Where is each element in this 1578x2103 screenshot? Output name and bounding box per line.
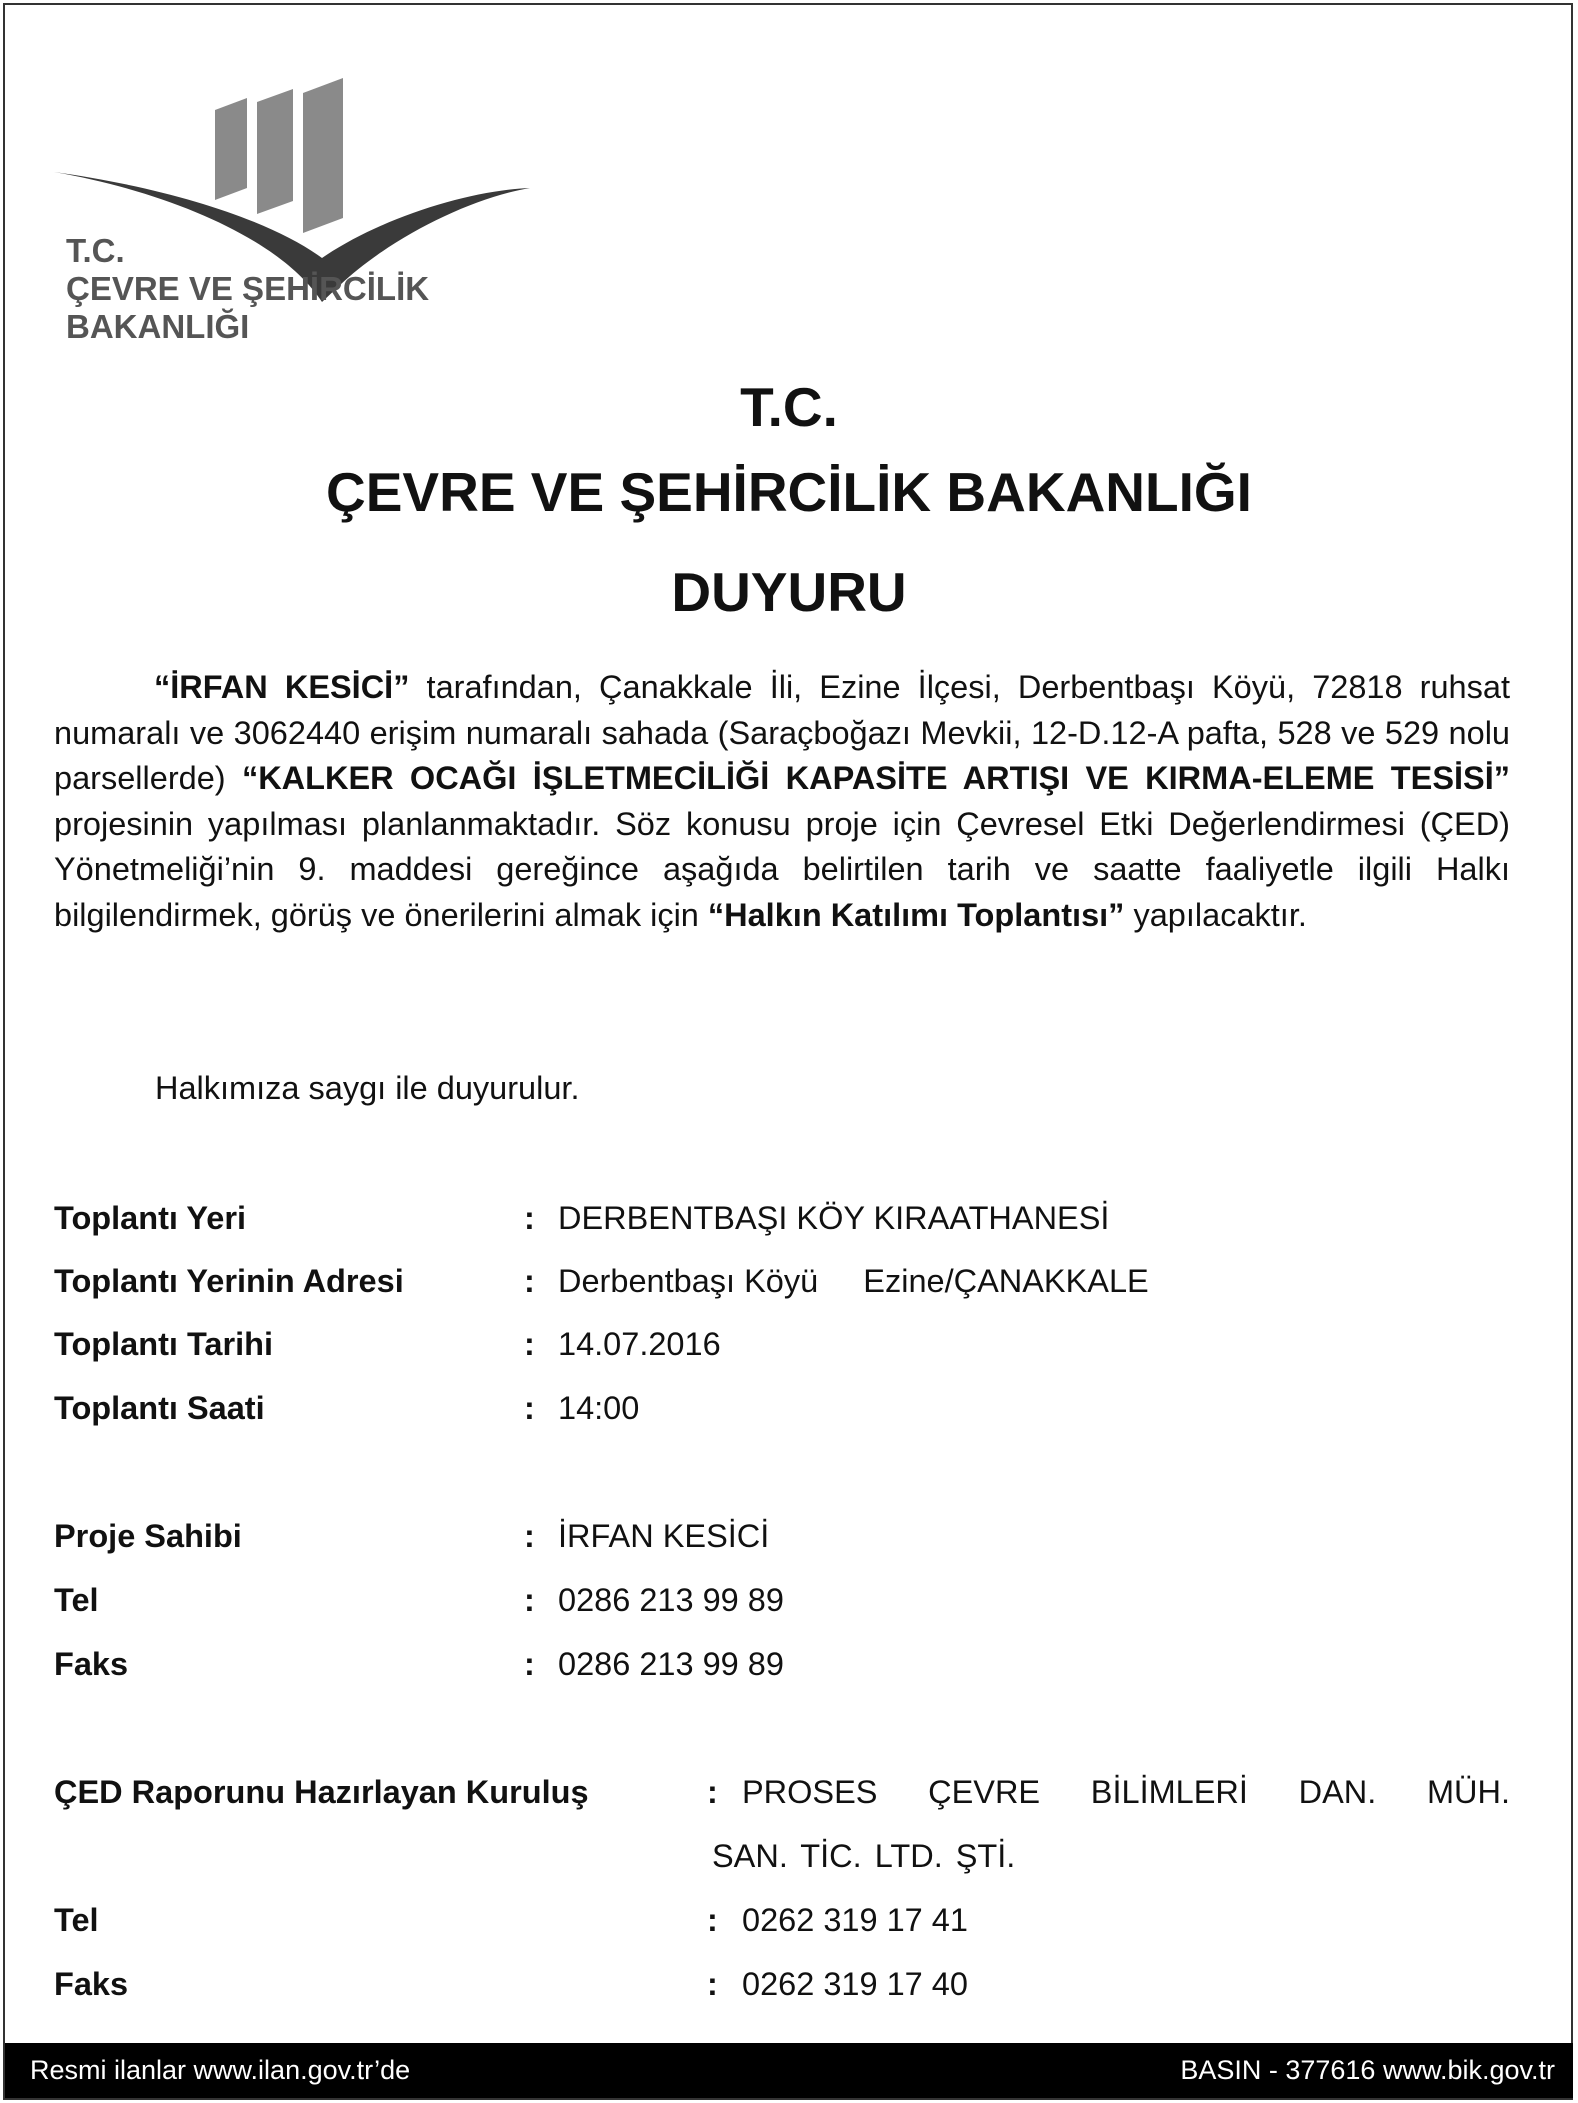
colon: :	[524, 1390, 535, 1426]
announcement-paragraph	[54, 665, 1510, 938]
org-value-line2: SAN. TİC. LTD. ŞTİ.	[712, 1838, 1016, 1874]
colon: :	[524, 1646, 535, 1682]
meeting-time-label: Toplantı Saati	[54, 1390, 265, 1426]
project-name: “KALKER OCAĞI İŞLETMECİLİĞİ KAPASİTE ARTIŞI VE KIRMA-ELEME TESİSİ”	[241, 760, 1510, 796]
owner-fax-label: Faks	[54, 1646, 129, 1682]
meeting-name: “Halkın Katılımı Toplantısı”	[707, 896, 1125, 933]
colon: :	[524, 1582, 535, 1618]
colon: :	[524, 1263, 535, 1299]
meeting-date-label: Toplantı Tarihi	[54, 1326, 274, 1362]
logo-text-bakanlik: BAKANLIĞI	[66, 308, 250, 345]
colon: :	[524, 1518, 535, 1554]
logo-text-tc: T.C.	[66, 232, 125, 269]
colon: :	[707, 1774, 718, 1810]
meeting-place-label: Toplantı Yeri	[54, 1200, 247, 1236]
heading-duyuru: DUYURU	[671, 561, 907, 623]
colon: :	[707, 1902, 718, 1938]
logo-bar-1	[215, 98, 247, 200]
owner-value: İRFAN KESİCİ	[558, 1518, 770, 1554]
owner-tel-label: Tel	[54, 1582, 99, 1618]
org-fax-label: Faks	[54, 1966, 129, 2002]
closing-sentence: Halkımıza saygı ile duyurulur.	[155, 1070, 580, 1106]
logo-bar-3	[303, 78, 343, 233]
footer-bar	[5, 2043, 1573, 2098]
footer-bik-reference[interactable]: BASIN - 377616 www.bik.gov.tr	[1180, 2055, 1555, 2085]
meeting-time-value: 14:00	[558, 1390, 640, 1426]
owner-tel-value: 0286 213 99 89	[558, 1582, 784, 1618]
ministry-logo	[50, 70, 550, 370]
owner-fax-value: 0286 213 99 89	[558, 1646, 784, 1682]
meeting-date-value: 14.07.2016	[558, 1326, 721, 1362]
meeting-place-value: DERBENTBAŞI KÖY KIRAATHANESİ	[558, 1200, 1110, 1236]
org-value-line1: PROSES ÇEVRE BİLİMLERİ DAN. MÜH.	[742, 1774, 1510, 1810]
footer-ilan-link[interactable]: Resmi ilanlar www.ilan.gov.tr’de	[30, 2055, 411, 2085]
colon: :	[707, 1966, 718, 2002]
owner-name: “İRFAN KESİCİ”	[154, 669, 410, 705]
logo-text-ministry: ÇEVRE VE ŞEHİRCİLİK	[66, 270, 430, 307]
heading-tc: T.C.	[740, 376, 838, 438]
meeting-address-value: Derbentbaşı Köyü Ezine/ÇANAKKALE	[558, 1263, 1149, 1299]
paragraph-text-1: tarafından, Çanakkale İli, Ezine İlçesi, Derbentbaşı Köyü, 72818 ruhsat numaralı ve 3062440 erişim numaralı sahada (Saraçboğazı Mevkii, 12-D.12-A pafta, 528 ve 529 nolu parsellerde)	[54, 669, 1510, 796]
org-tel-value: 0262 319 17 41	[742, 1902, 968, 1938]
paragraph-text-3: yapılacaktır.	[1124, 896, 1307, 933]
owner-label: Proje Sahibi	[54, 1518, 242, 1554]
paragraph-text-2: projesinin yapılması planlanmaktadır. Söz konusu proje için Çevresel Etki Değerlendirmesi (ÇED) Yönetmeliği’nin 9. maddesi gereğince aşağıda belirtilen tarih ve saatte faaliyetle ilgili Halkı bilgilendirmek, görüş ve önerilerini almak için	[54, 805, 1510, 933]
colon: :	[524, 1200, 535, 1236]
heading-ministry: ÇEVRE VE ŞEHİRCİLİK BAKANLIĞI	[326, 461, 1252, 523]
colon: :	[524, 1326, 535, 1362]
org-label: ÇED Raporunu Hazırlayan Kuruluş	[54, 1774, 589, 1810]
logo-bar-2	[257, 89, 293, 214]
org-tel-label: Tel	[54, 1902, 99, 1938]
org-fax-value: 0262 319 17 40	[742, 1966, 968, 2002]
meeting-address-label: Toplantı Yerinin Adresi	[54, 1263, 404, 1299]
